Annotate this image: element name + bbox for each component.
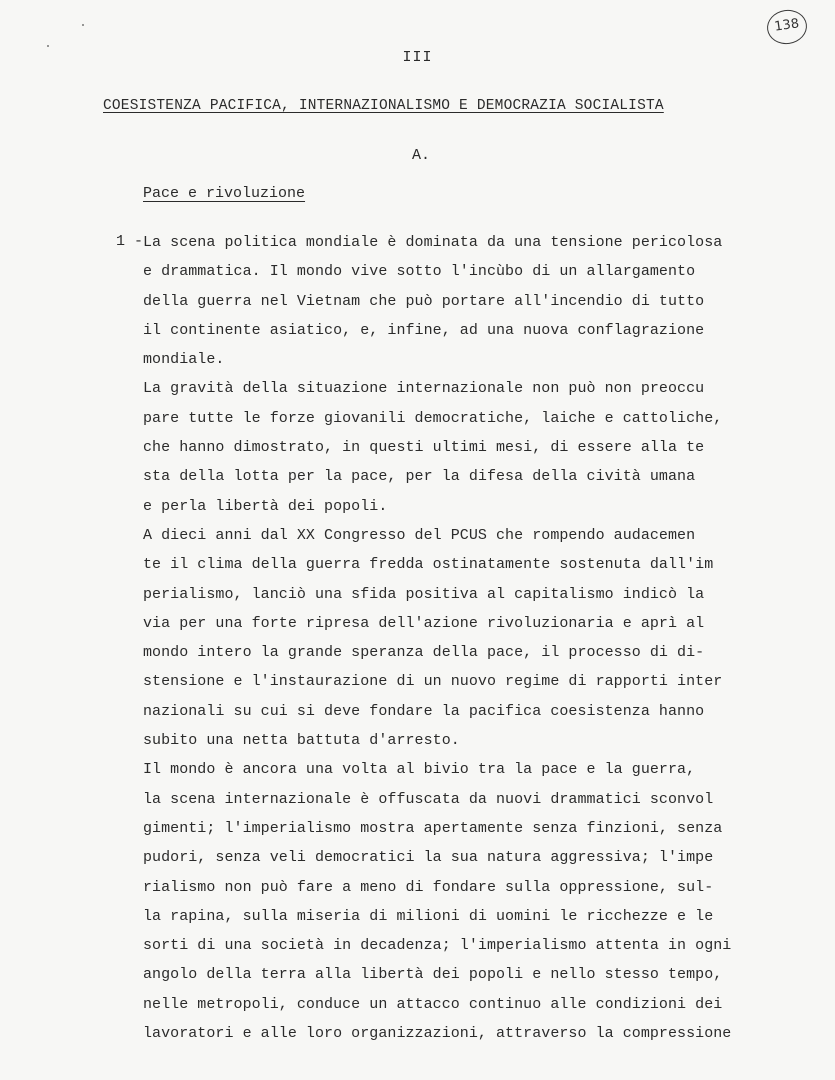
- text-line: pare tutte le forze giovanili democratiche, laiche e cattoliche,: [143, 409, 723, 427]
- text-line: la rapina, sulla miseria di milioni di uomini le ricchezze e le: [143, 907, 714, 925]
- text-line: la scena internazionale è offuscata da nuovi drammatici sconvol: [143, 790, 714, 808]
- text-line: il continente asiatico, e, infine, ad una nuova conflagrazione: [143, 321, 705, 339]
- text-line: mondo intero la grande speranza della pace, il processo di di-: [143, 644, 705, 662]
- text-line: lavoratori e alle loro organizzazioni, attraverso la compressione: [143, 1025, 732, 1043]
- text-line: angolo della terra alla libertà dei popoli e nello stesso tempo,: [143, 966, 723, 984]
- text-line: della guerra nel Vietnam che può portare all'incendio di tutto: [143, 292, 705, 310]
- text-line: subito una netta battuta d'arresto.: [143, 732, 460, 750]
- text-line: rialismo non può fare a meno di fondare sulla oppressione, sul-: [143, 878, 714, 896]
- text-line: Il mondo è ancora una volta al bivio tra la pace e la guerra,: [143, 761, 696, 779]
- text-line: e drammatica. Il mondo vive sotto l'incùbo di un allargamento: [143, 263, 696, 281]
- paper-speck: [82, 24, 84, 26]
- text-line: gimenti; l'imperialismo mostra apertamente senza finzioni, senza: [143, 819, 723, 837]
- text-line: A dieci anni dal XX Congresso del PCUS che rompendo audacemen: [143, 526, 696, 544]
- text-line: via per una forte ripresa dell'azione rivoluzionaria e aprì al: [143, 614, 705, 632]
- part-numeral: III: [402, 49, 433, 66]
- subsection-title: Pace e rivoluzione: [143, 185, 306, 202]
- text-line: La scena politica mondiale è dominata da una tensione pericolosa: [143, 234, 723, 251]
- text-line: te il clima della guerra fredda ostinatamente sostenuta dall'im: [143, 556, 714, 574]
- text-line: La gravità della situazione internazionale non può non preoccu: [143, 380, 705, 398]
- text-line: sta della lotta per la pace, per la difesa della cività umana: [143, 468, 696, 486]
- text-line: nazionali su cui si deve fondare la pacifica coesistenza hanno: [143, 702, 705, 720]
- text-line: che hanno dimostrato, in questi ultimi mesi, di essere alla te: [143, 439, 705, 457]
- text-line: mondiale.: [143, 351, 225, 369]
- text-line: e perla libertà dei popoli.: [143, 497, 388, 515]
- section-letter: A.: [412, 147, 431, 164]
- body-text: [143, 233, 773, 1053]
- text-line: sorti di una società in decadenza; l'imperialismo attenta in ogni: [143, 937, 732, 955]
- text-line: perialismo, lanciò una sfida positiva al capitalismo indicò la: [143, 585, 705, 603]
- text-line: pudori, senza veli democratici la sua natura aggressiva; l'impe: [143, 849, 714, 867]
- text-line: stensione e l'instaurazione di un nuovo regime di rapporti inter: [143, 673, 723, 691]
- paragraph-number: 1 -: [116, 233, 144, 250]
- page-number-stamp: 138: [765, 7, 809, 46]
- chapter-title: COESISTENZA PACIFICA, INTERNAZIONALISMO E DEMOCRAZIA SOCIALISTA: [103, 98, 664, 114]
- text-line: nelle metropoli, conduce un attacco continuo alle condizioni dei: [143, 995, 723, 1013]
- paper-speck: [47, 45, 49, 47]
